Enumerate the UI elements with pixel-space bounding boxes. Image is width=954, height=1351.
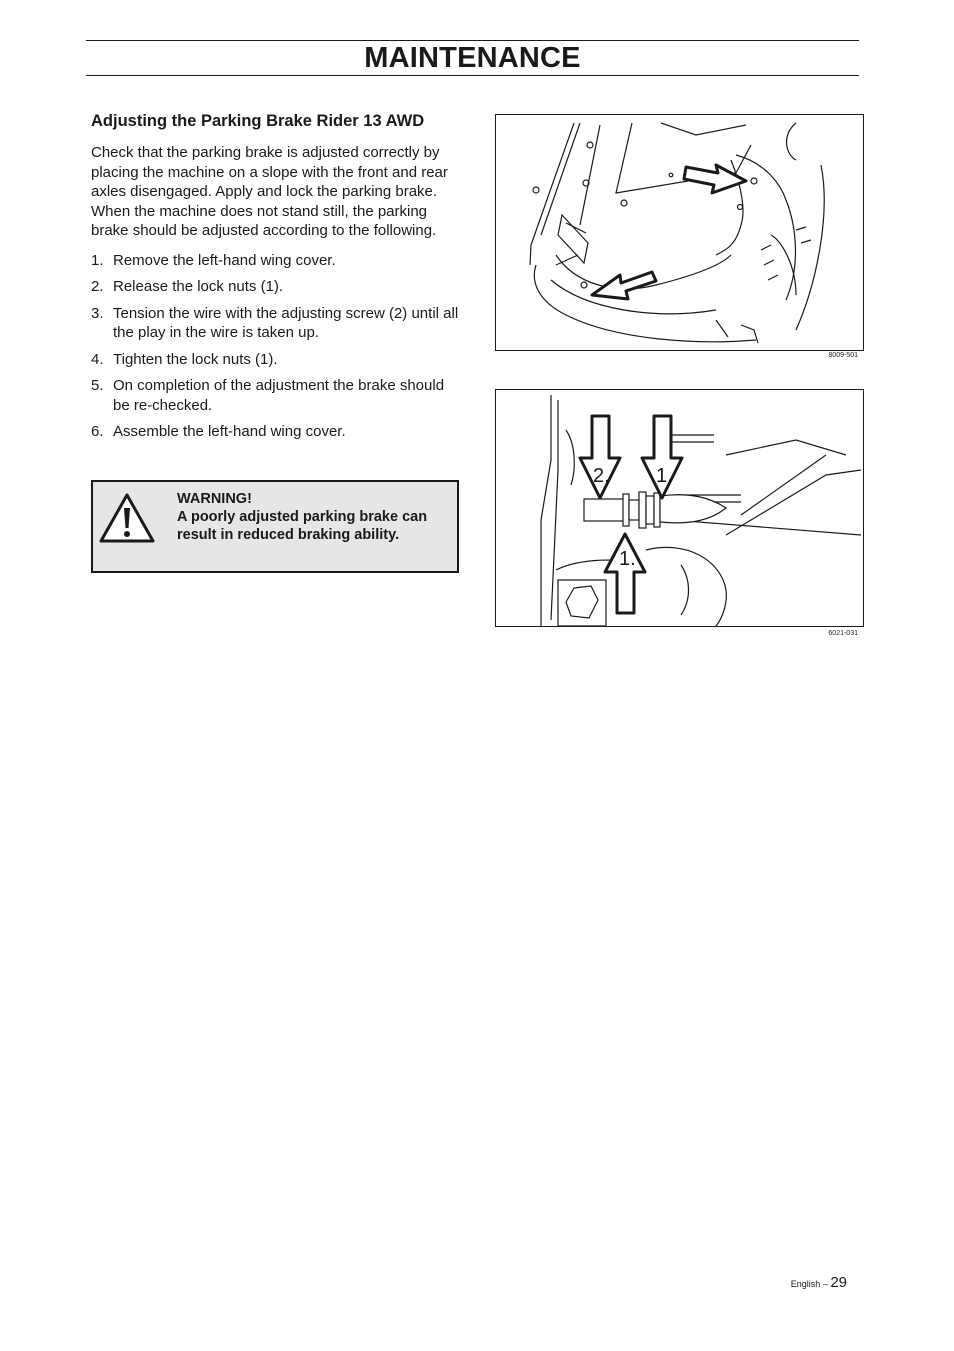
step-text: On completion of the adjustment the brake should be re-checked.: [113, 377, 445, 414]
header-rule-bottom: [86, 75, 859, 76]
list-item: [91, 277, 459, 297]
steps-list: [91, 251, 459, 442]
step-number: 1.: [91, 251, 104, 269]
step-number: 4.: [91, 350, 104, 368]
intro-paragraph: Check that the parking brake is adjusted correctly by placing the machine on a slope with the front and rear axles disengaged. Apply and lock the parking brake. When the machine does not stand still, the parking brake should be adjusted according to the following.: [91, 144, 448, 239]
step-number: 2.: [91, 278, 104, 295]
warning-message: A poorly adjusted parking brake can result in reduced braking ability.: [177, 509, 428, 543]
figure-code: 6021-031: [828, 630, 858, 637]
callout-label-lock-nut-bottom: 1.: [619, 548, 636, 570]
warning-text: [177, 490, 447, 544]
warning-triangle-icon: [98, 492, 156, 544]
warning-box: [91, 480, 459, 573]
instructions-column: [91, 111, 459, 449]
list-item: [91, 251, 459, 271]
list-item: [91, 376, 459, 415]
step-number: 3.: [91, 304, 104, 322]
step-text: Remove the left-hand wing cover.: [113, 251, 336, 269]
figure-code: 8009-501: [828, 352, 858, 359]
figure-lock-nuts: [495, 389, 864, 627]
list-item: [91, 304, 459, 343]
step-number: 6.: [91, 423, 104, 440]
subheading: Adjusting the Parking Brake Rider 13 AWD: [91, 112, 425, 130]
lock-nuts-illustration: [496, 390, 863, 626]
section-title: MAINTENANCE: [364, 42, 581, 74]
figure-brake-overview: [495, 114, 864, 351]
step-text: Assemble the left-hand wing cover.: [113, 423, 346, 440]
list-item: [91, 350, 459, 370]
step-number: 5.: [91, 377, 104, 394]
callout-label-adjusting-screw: 2.: [593, 465, 610, 487]
step-text: Tighten the lock nuts (1).: [113, 350, 278, 368]
list-item: [91, 422, 459, 442]
page-footer: [700, 1274, 847, 1291]
brake-overview-illustration: [496, 115, 863, 350]
callout-label-lock-nut-top: 1.: [656, 465, 673, 487]
step-text: Tension the wire with the adjusting screw (2) until all the play in the wire is taken up.: [113, 304, 459, 341]
footer-language: English –: [790, 1279, 828, 1289]
warning-title: WARNING!: [177, 491, 252, 507]
step-text: Release the lock nuts (1).: [113, 278, 284, 295]
page-number: 29: [830, 1274, 847, 1291]
